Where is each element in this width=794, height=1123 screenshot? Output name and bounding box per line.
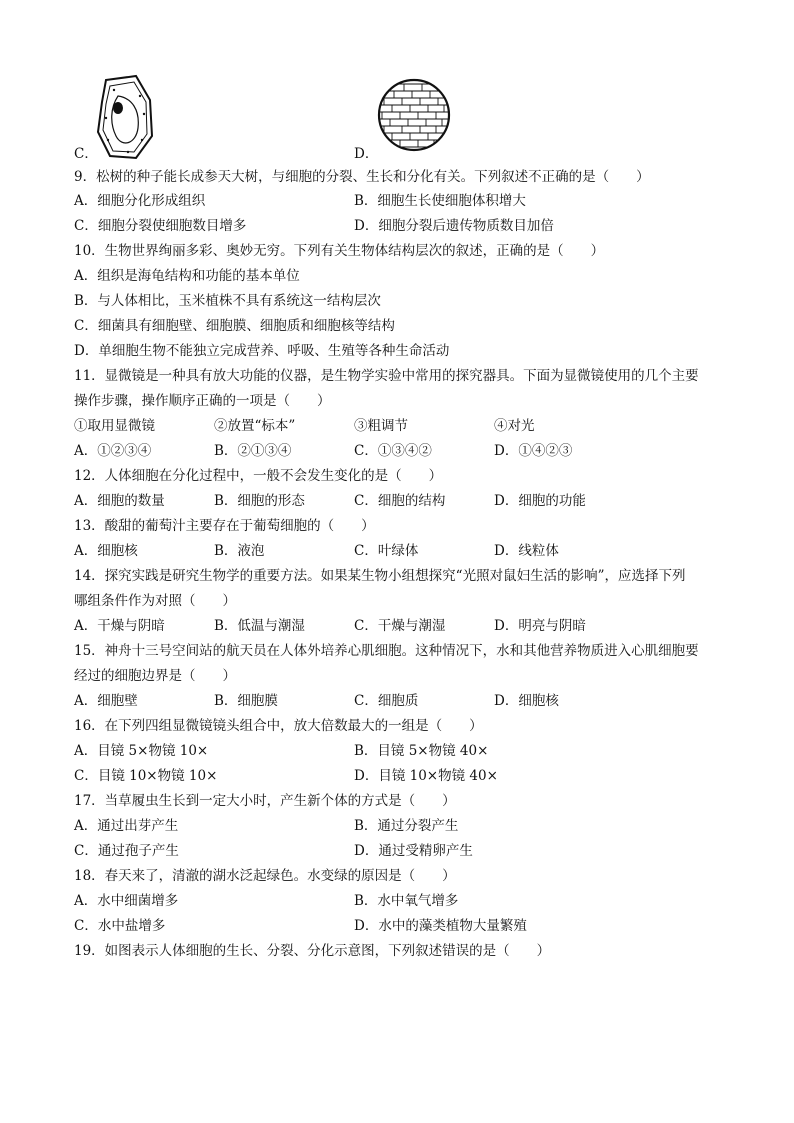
q11-step-2: ②放置“标本”: [214, 418, 296, 434]
question-14-options: [74, 615, 754, 637]
question-9-stem: 9．松树的种子能长成参天大树，与细胞的分裂、生长和分化有关。下列叙述不正确的是（ ）: [74, 169, 650, 185]
question-18-options-row1: [74, 890, 754, 912]
q13-option-d[interactable]: D．线粒体: [494, 543, 559, 559]
question-11-options: [74, 440, 754, 462]
q14-option-c[interactable]: C．干燥与潮湿: [354, 618, 446, 634]
question-9-options-row2: [74, 215, 754, 237]
q13-option-a[interactable]: A．细胞核: [74, 543, 138, 559]
q11-option-c[interactable]: C．①③④②: [354, 443, 432, 459]
q12-option-c[interactable]: C．细胞的结构: [354, 493, 446, 509]
question-10-stem: 10．生物世界绚丽多彩、奥妙无穷。下列有关生物体结构层次的叙述，正确的是（ ）: [74, 243, 605, 259]
q10-option-d[interactable]: D．单细胞生物不能独立完成营养、呼吸、生殖等各种生命活动: [74, 343, 450, 359]
question-16-options-row1: [74, 740, 754, 762]
question-11-stem-line2: 操作步骤，操作顺序正确的一项是（ ）: [74, 393, 331, 409]
q17-option-b[interactable]: B．通过分裂产生: [354, 818, 459, 834]
question-15-options: [74, 690, 754, 712]
q13-option-b[interactable]: B．液泡: [214, 543, 265, 559]
q18-option-b[interactable]: B．水中氧气增多: [354, 893, 459, 909]
question-18-stem: 18．春天来了，清澈的湖水泛起绿色。水变绿的原因是（ ）: [74, 868, 456, 884]
question-14-stem-line1: 14．探究实践是研究生物学的重要方法。如果某生物小组想探究“光照对鼠妇生活的影响”，应选择下列: [74, 568, 686, 584]
q16-option-b[interactable]: B．目镜 5×物镜 40×: [354, 743, 489, 759]
question-12-stem: 12．人体细胞在分化过程中，一般不会发生变化的是（ ）: [74, 468, 443, 484]
q14-option-d[interactable]: D．明亮与阴暗: [494, 618, 586, 634]
q10-option-c[interactable]: C．细菌具有细胞壁、细胞膜、细胞质和细胞核等结构: [74, 318, 395, 334]
question-15-stem-line1: 15．神舟十三号空间站的航天员在人体外培养心肌细胞。这种情况下，水和其他营养物质进入心肌细胞要: [74, 643, 699, 659]
question-17-stem: 17．当草履虫生长到一定大小时，产生新个体的方式是（ ）: [74, 793, 456, 809]
question-16-stem: 16．在下列四组显微镜镜头组合中，放大倍数最大的一组是（ ）: [74, 718, 483, 734]
q14-option-a[interactable]: A．干燥与阴暗: [74, 618, 165, 634]
q11-step-3: ③粗调节: [354, 418, 408, 434]
question-11-stem-line1: 11．显微镜是一种具有放大功能的仪器，是生物学实验中常用的探究器具。下面为显微镜使用的几个主要: [74, 368, 699, 384]
question-12-options: [74, 490, 754, 512]
q17-option-d[interactable]: D．通过受精卵产生: [354, 843, 473, 859]
q9-option-d[interactable]: D．细胞分裂后遗传物质数目加倍: [354, 218, 554, 234]
q9-option-c[interactable]: C．细胞分裂使细胞数目增多: [74, 218, 247, 234]
question-11-steps: [74, 415, 754, 437]
q16-option-c[interactable]: C．目镜 10×物镜 10×: [74, 768, 218, 784]
q18-option-a[interactable]: A．水中细菌增多: [74, 893, 179, 909]
q14-option-b[interactable]: B．低温与潮湿: [214, 618, 305, 634]
plant-cell-figure: [92, 74, 158, 160]
q9-option-a[interactable]: A．细胞分化形成组织: [74, 193, 206, 209]
q11-step-1: ①取用显微镜: [74, 418, 155, 434]
q16-option-d[interactable]: D．目镜 10×物镜 40×: [354, 768, 498, 784]
question-16-options-row2: [74, 765, 754, 787]
q11-step-4: ④对光: [494, 418, 535, 434]
q16-option-a[interactable]: A．目镜 5×物镜 10×: [74, 743, 209, 759]
q17-option-c[interactable]: C．通过孢子产生: [74, 843, 179, 859]
question-18-options-row2: [74, 915, 754, 937]
question-17-options-row1: [74, 815, 754, 837]
q12-option-a[interactable]: A．细胞的数量: [74, 493, 165, 509]
q18-option-c[interactable]: C．水中盐增多: [74, 918, 166, 934]
figure-option-c: [92, 74, 158, 160]
q15-option-b[interactable]: B．细胞膜: [214, 693, 278, 709]
figure-c-label: C．: [74, 146, 98, 162]
q18-option-d[interactable]: D．水中的藻类植物大量繁殖: [354, 918, 527, 934]
q10-option-b[interactable]: B．与人体相比，玉米植株不具有系统这一结构层次: [74, 293, 381, 309]
q11-option-d[interactable]: D．①④②③: [494, 443, 573, 459]
question-15-stem-line2: 经过的细胞边界是（ ）: [74, 668, 236, 684]
q11-option-b[interactable]: B．②①③④: [214, 443, 292, 459]
q15-option-d[interactable]: D．细胞核: [494, 693, 559, 709]
question-17-options-row2: [74, 840, 754, 862]
question-9-options-row1: [74, 190, 754, 212]
question-14-stem-line2: 哪组条件作为对照（ ）: [74, 593, 236, 609]
tissue-circle-figure: [376, 76, 452, 154]
q10-option-a[interactable]: A．组织是海龟结构和功能的基本单位: [74, 268, 300, 284]
figure-d-label: D．: [354, 146, 379, 162]
q13-option-c[interactable]: C．叶绿体: [354, 543, 419, 559]
q17-option-a[interactable]: A．通过出芽产生: [74, 818, 179, 834]
question-13-options: [74, 540, 754, 562]
q11-option-a[interactable]: A．①②③④: [74, 443, 152, 459]
q15-option-a[interactable]: A．细胞壁: [74, 693, 138, 709]
question-13-stem: 13．酸甜的葡萄汁主要存在于葡萄细胞的（ ）: [74, 518, 375, 534]
figure-option-d: [376, 76, 452, 154]
q12-option-d[interactable]: D．细胞的功能: [494, 493, 586, 509]
q9-option-b[interactable]: B．细胞生长使细胞体积增大: [354, 193, 526, 209]
q15-option-c[interactable]: C．细胞质: [354, 693, 419, 709]
q12-option-b[interactable]: B．细胞的形态: [214, 493, 305, 509]
question-19-stem: 19．如图表示人体细胞的生长、分裂、分化示意图，下列叙述错误的是（ ）: [74, 943, 551, 959]
